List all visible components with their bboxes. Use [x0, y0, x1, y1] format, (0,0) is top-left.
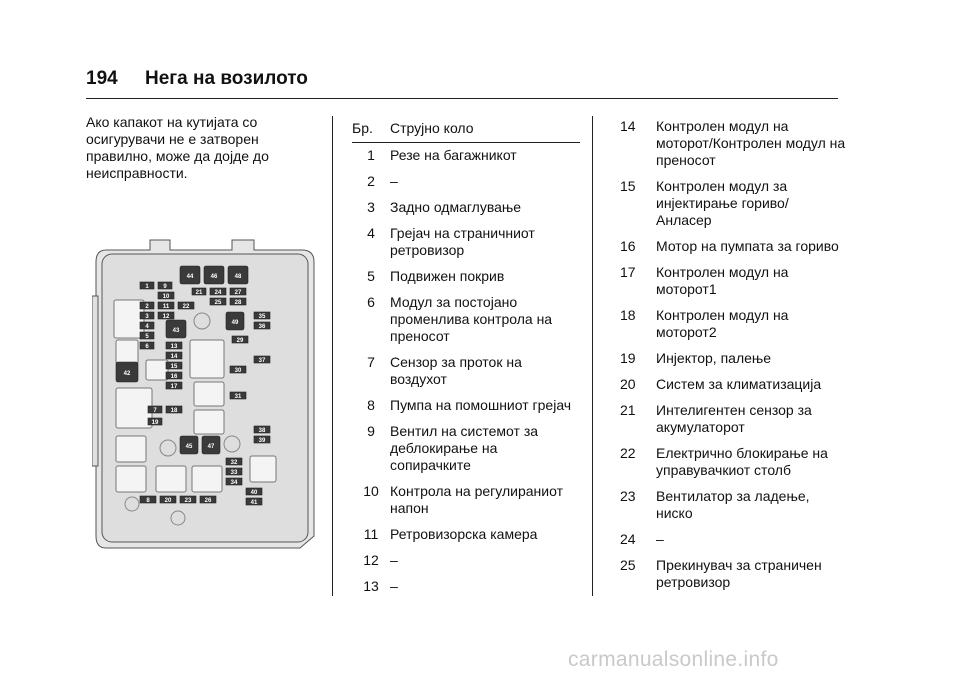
column-divider-1	[332, 116, 333, 596]
fuse-number: 2	[367, 173, 375, 189]
svg-text:17: 17	[170, 384, 178, 390]
svg-text:2: 2	[145, 304, 149, 310]
svg-text:31: 31	[234, 394, 242, 400]
svg-text:19: 19	[151, 420, 159, 426]
fuse-number: 10	[363, 483, 379, 499]
svg-text:26: 26	[204, 498, 212, 504]
page-header	[86, 68, 308, 90]
intro-text: Ако капакот на кутијата со осигурувачи не е затворен правилно, може да дојде до неисправности.	[86, 114, 269, 181]
svg-text:39: 39	[258, 438, 266, 444]
table-row	[616, 178, 846, 229]
fuse-number: 8	[367, 397, 375, 413]
table-row	[616, 531, 846, 548]
svg-text:3: 3	[145, 314, 149, 320]
table-row	[352, 268, 580, 285]
svg-text:36: 36	[258, 324, 266, 330]
svg-text:10: 10	[162, 294, 170, 300]
svg-text:33: 33	[230, 470, 238, 476]
svg-text:41: 41	[250, 500, 258, 506]
fuse-number: 1	[367, 147, 375, 163]
page-number: 194	[86, 68, 118, 89]
circuit-name: Електрично блокирање на управувачкиот столб	[656, 445, 828, 478]
svg-text:7: 7	[153, 408, 157, 414]
fuse-number: 19	[620, 350, 636, 366]
fuse-table-left	[352, 120, 580, 604]
svg-text:48: 48	[234, 274, 242, 280]
svg-text:32: 32	[230, 460, 238, 466]
svg-text:40: 40	[250, 490, 258, 496]
circuit-name: –	[656, 531, 664, 547]
svg-text:20: 20	[164, 498, 172, 504]
svg-text:38: 38	[258, 428, 266, 434]
fuse-number: 22	[620, 445, 636, 461]
fuse-number: 3	[367, 199, 375, 215]
svg-text:14: 14	[170, 354, 178, 360]
fuse-number: 6	[367, 294, 375, 310]
circuit-name: –	[390, 552, 398, 568]
circuit-name: Вентилатор за ладење, ниско	[656, 488, 810, 521]
table-row	[352, 552, 580, 569]
fuse-number: 17	[620, 264, 636, 280]
circuit-name: Задно одмаглување	[390, 199, 522, 215]
table-row	[352, 397, 580, 414]
svg-text:34: 34	[230, 480, 238, 486]
circuit-name: Контролен модул на моторот/Контролен модул на преносот	[656, 118, 846, 168]
table-row	[352, 147, 580, 164]
svg-text:5: 5	[145, 334, 149, 340]
svg-text:22: 22	[182, 304, 190, 310]
svg-text:16: 16	[170, 374, 178, 380]
table-row	[352, 526, 580, 543]
svg-text:27: 27	[234, 290, 242, 296]
fuse-number: 5	[367, 268, 375, 284]
svg-text:25: 25	[214, 300, 222, 306]
fuse-number: 20	[620, 376, 636, 392]
circuit-name: Пумпа на помошниот грејач	[390, 397, 572, 413]
circuit-name: Систем за климатизација	[656, 376, 822, 392]
fuse-number: 23	[620, 488, 636, 504]
table-row	[616, 557, 846, 591]
fuse-number: 11	[363, 526, 379, 542]
svg-text:35: 35	[258, 314, 266, 320]
table-row	[352, 294, 580, 345]
fuse-box-diagram	[92, 236, 328, 576]
svg-text:1: 1	[145, 284, 149, 290]
page-title: Нега на возилото	[144, 68, 308, 89]
circuit-name: Сензор за проток на воздухот	[390, 354, 522, 387]
svg-text:15: 15	[170, 364, 178, 370]
table-row	[352, 423, 580, 474]
svg-text:21: 21	[195, 290, 203, 296]
header-rule	[86, 98, 838, 99]
svg-text:28: 28	[234, 300, 242, 306]
fuse-number: 16	[620, 238, 636, 254]
table-row	[616, 488, 846, 522]
fuse-number: 14	[620, 118, 636, 134]
fuse-number: 25	[620, 557, 636, 573]
table-row	[616, 264, 846, 298]
column-divider-2	[592, 116, 593, 596]
fuse-number: 4	[367, 225, 375, 241]
svg-text:42: 42	[123, 371, 131, 377]
svg-text:44: 44	[186, 274, 194, 280]
svg-text:47: 47	[207, 444, 215, 450]
svg-text:9: 9	[163, 284, 167, 290]
svg-text:4: 4	[145, 324, 149, 330]
circuit-name: Подвижен покрив	[390, 268, 505, 284]
fuse-number: 24	[620, 531, 636, 547]
fuse-number: 7	[367, 354, 375, 370]
circuit-name: Контрола на регулираниот напон	[390, 483, 563, 516]
svg-text:13: 13	[170, 344, 178, 350]
circuit-name: Модул за постојано променлива контрола на преносот	[390, 294, 553, 344]
circuit-name: Грејач на страничниот ретровизор	[390, 225, 535, 258]
svg-text:37: 37	[258, 358, 266, 364]
svg-text:6: 6	[145, 344, 149, 350]
svg-text:18: 18	[170, 408, 178, 414]
table-header	[352, 120, 580, 143]
svg-text:8: 8	[146, 498, 150, 504]
col-circuit-header: Струјно коло	[390, 120, 474, 136]
circuit-name: –	[390, 173, 398, 189]
table-row	[616, 445, 846, 479]
fuse-number: 21	[620, 402, 636, 418]
table-row	[616, 350, 846, 367]
svg-text:43: 43	[172, 328, 180, 334]
table-row	[352, 173, 580, 190]
fuse-number: 13	[363, 578, 379, 594]
fuse-number: 15	[620, 178, 636, 194]
fuse-table-right	[616, 118, 846, 600]
svg-text:46: 46	[210, 274, 218, 280]
table-row	[352, 578, 580, 595]
circuit-name: Контролен модул за инјектирање гориво/ Анласер	[656, 178, 789, 228]
svg-text:12: 12	[162, 314, 170, 320]
circuit-name: Мотор на пумпата за гориво	[656, 238, 839, 254]
circuit-name: Интелигентен сензор за акумулаторот	[656, 402, 812, 435]
fuse-number: 9	[367, 423, 375, 439]
svg-text:45: 45	[185, 444, 193, 450]
table-row	[352, 483, 580, 517]
svg-text:11: 11	[162, 304, 170, 310]
circuit-name: Инјектор, палење	[656, 350, 772, 366]
svg-text:29: 29	[236, 338, 244, 344]
col-number-header: Бр.	[352, 120, 373, 136]
circuit-name: –	[390, 578, 398, 594]
svg-text:49: 49	[231, 320, 239, 326]
table-row	[616, 118, 846, 169]
fuse-number: 18	[620, 307, 636, 323]
watermark: carmanualsonline.info	[568, 648, 779, 671]
table-row	[352, 225, 580, 259]
table-row	[616, 402, 846, 436]
svg-text:24: 24	[214, 290, 222, 296]
circuit-name: Прекинувач за страничен ретровизор	[656, 557, 822, 590]
svg-text:30: 30	[234, 368, 242, 374]
circuit-name: Контролен модул на моторот1	[656, 264, 789, 297]
table-row	[616, 376, 846, 393]
table-row	[616, 307, 846, 341]
circuit-name: Контролен модул на моторот2	[656, 307, 789, 340]
table-row	[352, 354, 580, 388]
table-row	[616, 238, 846, 255]
circuit-name: Ретровизорска камера	[390, 526, 538, 542]
circuit-name: Резе на багажникот	[390, 147, 517, 163]
circuit-name: Вентил на системот за деблокирање на сопирачките	[390, 423, 539, 473]
fuse-number: 12	[363, 552, 379, 568]
svg-text:23: 23	[184, 498, 192, 504]
table-row	[352, 199, 580, 216]
